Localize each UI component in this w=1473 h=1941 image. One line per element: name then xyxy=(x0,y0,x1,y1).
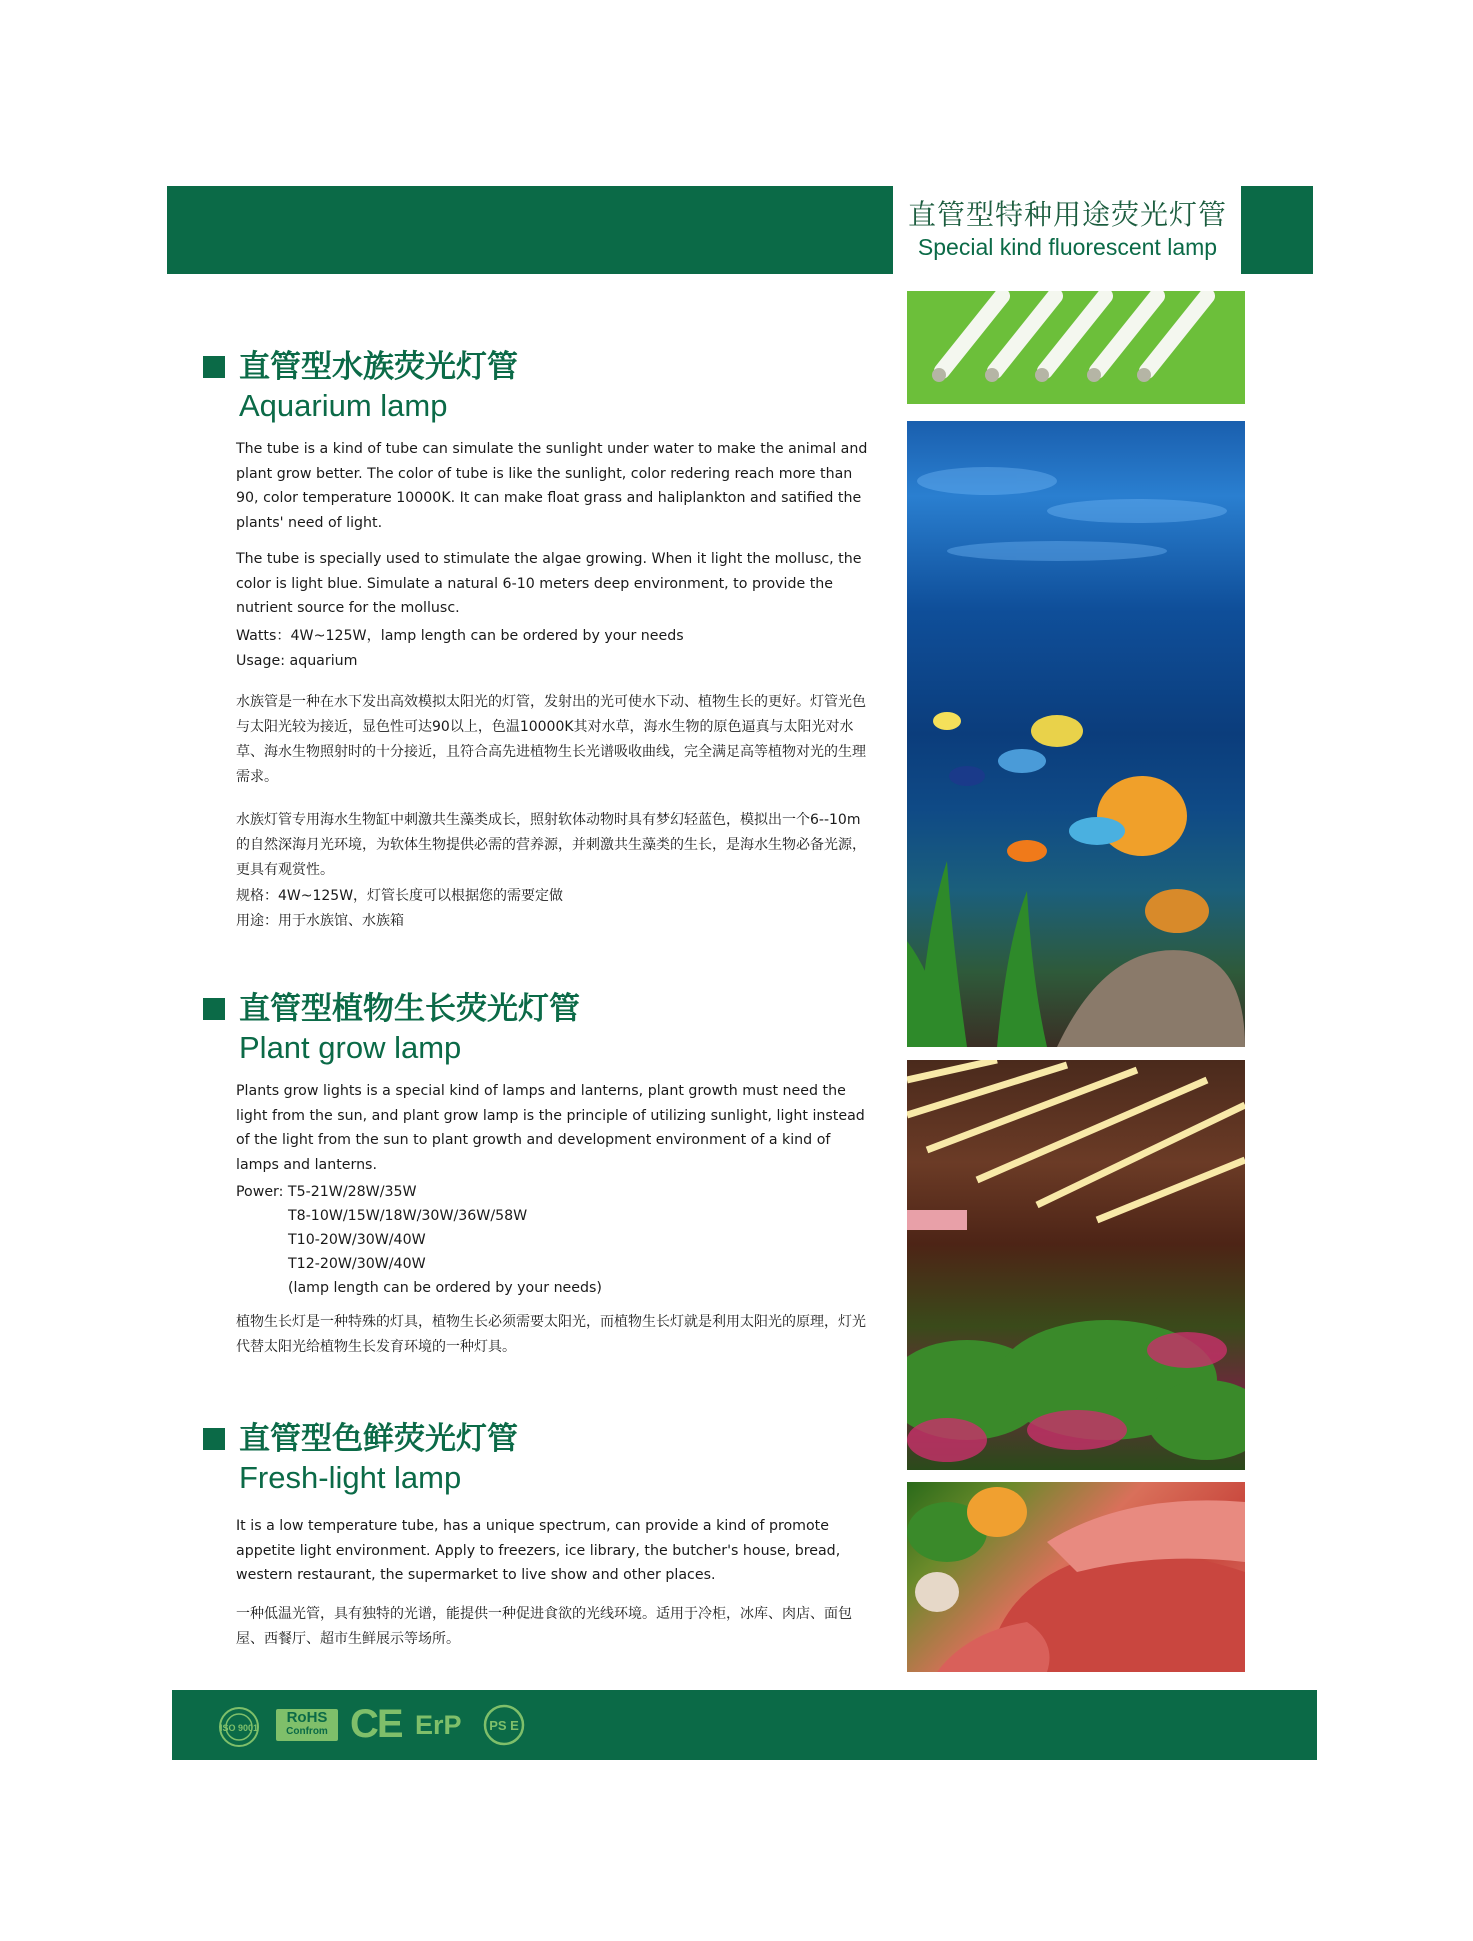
fresh-meat-image xyxy=(907,1482,1245,1672)
fluorescent-tubes-image xyxy=(907,291,1245,404)
plant-power-1: Power: T5-21W/28W/35W xyxy=(236,1184,417,1200)
page-title xyxy=(900,198,1235,262)
page-title-en: Special kind fluorescent lamp xyxy=(917,234,1218,260)
plant-title-en: Plant grow lamp xyxy=(239,1030,462,1065)
header-banner xyxy=(167,186,893,274)
rohs-label: RoHS xyxy=(286,1709,328,1726)
pse-label: PS E xyxy=(489,1718,519,1733)
aquarium-zh-paragraph-1: 水族管是一种在水下发出高效模拟太阳光的灯管，发射出的光可使水下动、植物生长的更好。灯管光色与太阳光较为接近，显色性可达90以上，色温10000K其对水草，海水生物的原色逼真与太阳光对水草、海水生物照射时的十分接近，且符合高先进植物生长光谱吸收曲线，完全满足高等植物对光的生理需求。 xyxy=(236,694,866,785)
page-title-zh: 直管型特种用途荧光灯管 xyxy=(907,198,1227,231)
aquarium-spec-zh: 规格：4W~125W，灯管长度可以根据您的需要定做 xyxy=(236,888,564,904)
header-accent-block xyxy=(1241,186,1313,274)
aquarium-en-paragraph-2: The tube is specially used to stimulate the algae growing. When it light the mollusc, the color is light blue. Simulate a natural 6-10 meters deep environment, to provide the nutrient source for the mollusc. xyxy=(236,551,862,616)
erp-icon: ErP xyxy=(415,1710,462,1740)
plant-zh-paragraph-1: 植物生长灯是一种特殊的灯具，植物生长必须需要太阳光，而植物生长灯就是利用太阳光的原理，灯光代替太阳光给植物生长发育环境的一种灯具。 xyxy=(236,1314,866,1355)
plant-power-4: T12-20W/30W/40W xyxy=(288,1256,426,1272)
aquarium-usage-zh: 用途：用于水族馆、水族箱 xyxy=(236,913,404,929)
plant-grow-image xyxy=(907,1060,1245,1470)
section-marker-icon xyxy=(203,998,225,1020)
plant-en-paragraph-1: Plants grow lights is a special kind of lamps and lanterns, plant growth must need the light from the sun, and plant grow lamp is the principle of utilizing sunlight, light instead of the light from the sun to plant growth and development environment of a kind of lamps and lanterns. xyxy=(236,1083,865,1173)
rohs-sub-label: Confrom xyxy=(286,1726,328,1737)
aquarium-zh-paragraph-2: 水族灯管专用海水生物缸中刺激共生藻类成长，照射软体动物时具有梦幻轻蓝色，模拟出一个6--10m的自然深海月光环境，为软体生物提供必需的营养源，并刺激共生藻类的生长，是海水生物必备光源，更具有观赏性。 xyxy=(236,812,866,878)
section-marker-icon xyxy=(203,1428,225,1450)
plant-power-5: (lamp length can be ordered by your needs) xyxy=(288,1280,602,1296)
ce-mark-icon: CE xyxy=(350,1702,402,1746)
iso-9001-icon xyxy=(217,1705,261,1745)
plant-power-3: T10-20W/30W/40W xyxy=(288,1232,426,1248)
fresh-title-en: Fresh-light lamp xyxy=(239,1460,462,1495)
fresh-en-paragraph-1: It is a low temperature tube, has a unique spectrum, can provide a kind of promote appetite light environment. Apply to freezers, ice library, the butcher's house, bread, western restaurant, the supermarket to live show and other places. xyxy=(236,1518,841,1583)
rohs-icon xyxy=(276,1709,338,1741)
aquarium-image xyxy=(907,421,1245,1047)
aquarium-usage: Usage: aquarium xyxy=(236,653,358,669)
fresh-zh-paragraph-1: 一种低温光管，具有独特的光谱，能提供一种促进食欲的光线环境。适用于冷柜，冰库、肉店、面包屋、西餐厅、超市生鲜展示等场所。 xyxy=(236,1606,852,1647)
aquarium-title-zh: 直管型水族荧光灯管 xyxy=(239,349,518,385)
aquarium-watts: Watts：4W~125W，lamp length can be ordered by your needs xyxy=(236,628,684,644)
aquarium-en-paragraph-1: The tube is a kind of tube can simulate the sunlight under water to make the animal and plant grow better. The color of tube is like the sunlight, color redering reach more than 90, color temperature 10000K. It can make float grass and haliplankton and satified the plants' need of light. xyxy=(236,441,868,531)
fresh-title-zh: 直管型色鲜荧光灯管 xyxy=(239,1421,518,1457)
plant-title-zh: 直管型植物生长荧光灯管 xyxy=(239,991,580,1027)
footer-banner xyxy=(172,1690,1317,1760)
section-marker-icon xyxy=(203,356,225,378)
plant-power-2: T8-10W/15W/18W/30W/36W/58W xyxy=(288,1208,528,1224)
iso-label: ISO 9001 xyxy=(219,1723,259,1733)
pse-icon xyxy=(482,1703,526,1747)
aquarium-title-en: Aquarium lamp xyxy=(239,388,448,423)
